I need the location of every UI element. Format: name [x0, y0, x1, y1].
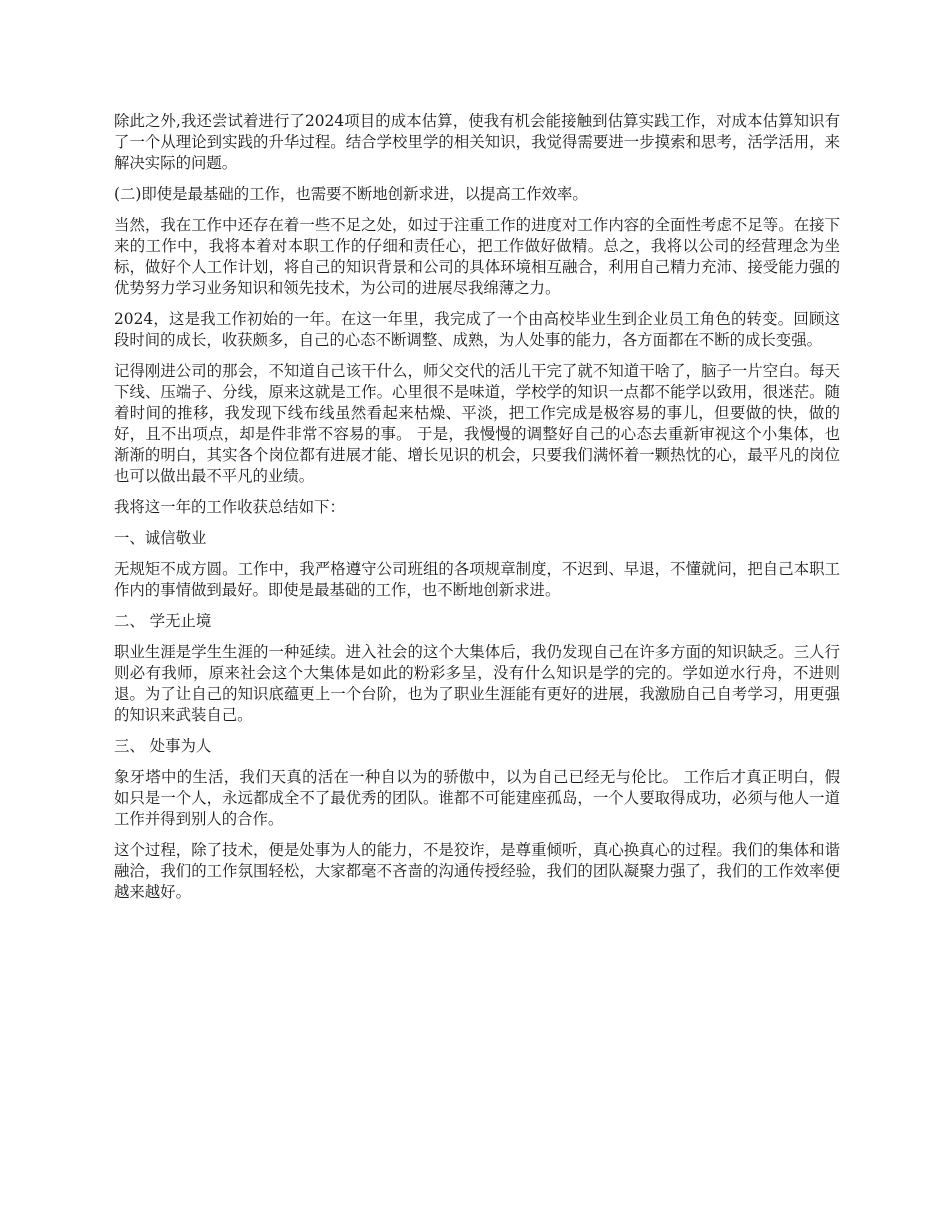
document-body: [114, 111, 840, 913]
paragraph-cost-estimation: 除此之外,我还尝试着进行了2024项目的成本估算，使我有机会能接触到估算实践工作，对成本估算知识有了一个从理论到实践的升华过程。结合学校里学的相关知识，我觉得需要进一步摸索和思考，活学活用，来解决实际的问题。: [114, 112, 840, 172]
paragraph-teamwork: 象牙塔中的生活，我们天真的活在一种自以为的骄傲中，以为自己已经无与伦比。 工作后才真正明白，假如只是一个人，永远都成全不了最优秀的团队。谁都不可能建座孤岛，一个人要取得成功，必须与他人一道工作并得到别人的合作。: [114, 768, 840, 828]
section-heading-innovation: (二)即使是最基础的工作，也需要不断地创新求进，以提高工作效率。: [114, 185, 588, 203]
paragraph-process: 这个过程，除了技术，便是处事为人的能力，不是狡诈，是尊重倾听，真心换真心的过程。我们的集体和谐融洽，我们的工作氛围轻松，大家都毫不吝啬的沟通传授经验，我们的团队凝聚力强了，我们的工作效率便越来越好。: [114, 841, 840, 901]
paragraph-integrity: 无规矩不成方圆。工作中，我严格遵守公司班组的各项规章制度，不迟到、早退，不懂就问，把自己本职工作内的事情做到最好。即使是最基础的工作，也不断地创新求进。: [114, 560, 840, 599]
paragraph-learning: 职业生涯是学生生涯的一种延续。进入社会的这个大集体后，我仍发现自己在许多方面的知识缺乏。三人行则必有我师，原来社会这个大集体是如此的粉彩多呈，没有什么知识是学的完的。学如逆水行舟，不进则退。为了让自己的知识底蕴更上一个台阶，也为了职业生涯能有更好的进展，我激励自己自考学习，用更强的知识来武装自己。: [114, 643, 840, 724]
section-heading-conduct: 三、 处事为人: [114, 737, 212, 755]
section-heading-integrity: 一、诚信敬业: [114, 529, 207, 547]
paragraph-shortcomings: 当然，我在工作中还存在着一些不足之处，如过于注重工作的进度对工作内容的全面性考虑不足等。在接下来的工作中，我将本着对本职工作的仔细和责任心，把工作做好做精。总之，我将以公司的经营理念为坐标，做好个人工作计划，将自己的知识背景和公司的具体环境相互融合，利用自己精力充沛、接受能力强的优势努力学习业务知识和领先技术，为公司的进展尽我绵薄之力。: [114, 216, 840, 297]
section-heading-learning: 二、 学无止境: [114, 612, 212, 630]
paragraph-joining-company: 记得刚进公司的那会，不知道自己该干什么，师父交代的活儿干完了就不知道干啥了，脑子一片空白。每天下线、压端子、分线，原来这就是工作。心里很不是味道，学校学的知识一点都不能学以致用，很迷茫。随着时间的推移，我发现下线布线虽然看起来枯燥、平淡，把工作完成是极容易的事儿，但要做的快，做的好，且不出项点，却是件非常不容易的事。 于是，我慢慢的调整好自己的心态去重新审视这个小集体，也渐渐的明白，其实各个岗位都有进展才能、增长见识的机会，只要我们满怀着一颗热忱的心，最平凡的岗位也可以做出最不平凡的业绩。: [114, 362, 840, 485]
summary-intro: 我将这一年的工作收获总结如下：: [114, 498, 345, 516]
paragraph-first-year: 2024，这是我工作初始的一年。在这一年里，我完成了一个由高校毕业生到企业员工角色的转变。回顾这段时间的成长，收获颇多，自己的心态不断调整、成熟，为人处事的能力，各方面都在不断的成长变强。: [114, 310, 840, 349]
